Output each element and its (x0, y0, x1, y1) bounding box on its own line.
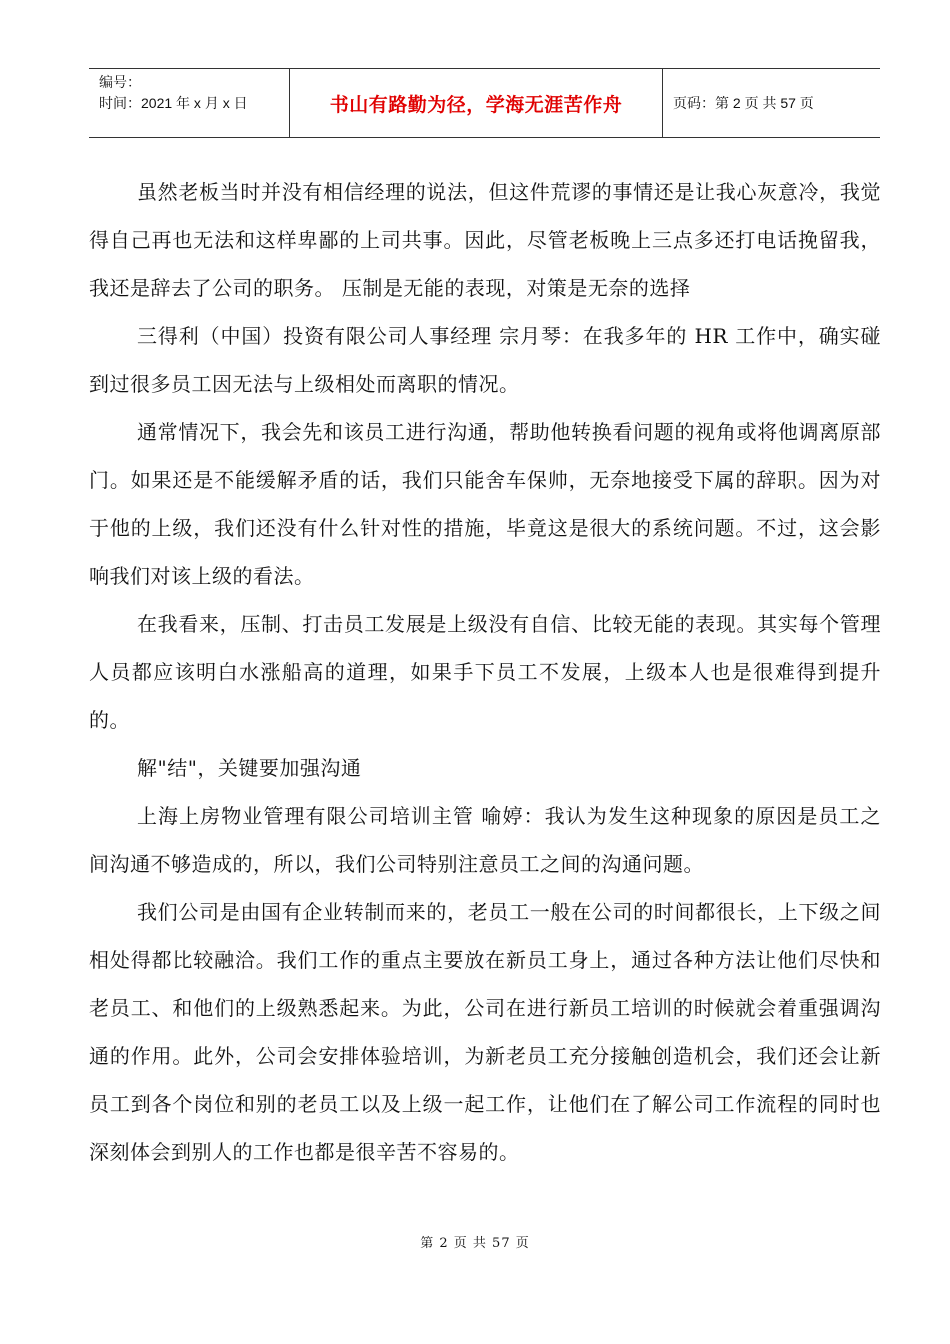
motto: 书山有路勤为径，学海无涯苦作舟 (329, 93, 623, 116)
paragraph: 通常情况下，我会先和该员工进行沟通，帮助他转换看问题的视角或将他调离原部门。如果还是不能缓解矛盾的话，我们只能舍车保帅，无奈地接受下属的辞职。因为对于他的上级，我们还没有什么针对性的措施，毕竟这是很大的系统问题。不过，这会影响我们对该上级的看法。 (89, 420, 881, 588)
paragraph: 我们公司是由国有企业转制而来的，老员工一般在公司的时间都很长，上下级之间相处得都比较融洽。我们工作的重点主要放在新员工身上，通过各种方法让他们尽快和老员工、和他们的上级熟悉起来。为此，公司在进行新员工培训的时候就会着重强调沟通的作用。此外，公司会安排体验培训，为新老员工充分接触创造机会，我们还会让新员工到各个岗位和别的老员工以及上级一起工作，让他们在了解公司工作流程的同时也深刻体会到别人的工作也都是很辛苦不容易的。 (89, 900, 881, 1164)
page-footer: 第 2 页 共 57 页 (420, 1236, 530, 1251)
document-body (89, 168, 881, 1176)
number-label: 编号： (99, 74, 141, 90)
paragraph: 在我看来，压制、打击员工发展是上级没有自信、比较无能的表现。其实每个管理人员都应该明白水涨船高的道理，如果手下员工不发展，上级本人也是很难得到提升的。 (89, 612, 881, 732)
paragraph: 虽然老板当时并没有相信经理的说法，但这件荒谬的事情还是让我心灰意冷，我觉得自己再也无法和这样卑鄙的上司共事。因此，尽管老板晚上三点多还打电话挽留我，我还是辞去了公司的职务。 压制是无能的表现，对策是无奈的选择 (89, 180, 881, 300)
document-header (89, 68, 880, 138)
date-label: 时间：2021 年 x 月 x 日 (99, 95, 248, 111)
header-meta (89, 69, 290, 137)
paragraph: 三得利（中国）投资有限公司人事经理 宗月琴：在我多年的 HR 工作中，确实碰到过很多员工因无法与上级相处而离职的情况。 (89, 324, 881, 396)
header-motto-cell (290, 69, 663, 137)
section-heading: 解"结"，关键要加强沟通 (137, 756, 362, 780)
header-page-cell (663, 69, 880, 137)
page-info: 页码：第 2 页 共 57 页 (673, 95, 814, 111)
paragraph: 上海上房物业管理有限公司培训主管 喻婷：我认为发生这种现象的原因是员工之间沟通不够造成的，所以，我们公司特别注意员工之间的沟通问题。 (89, 804, 881, 876)
